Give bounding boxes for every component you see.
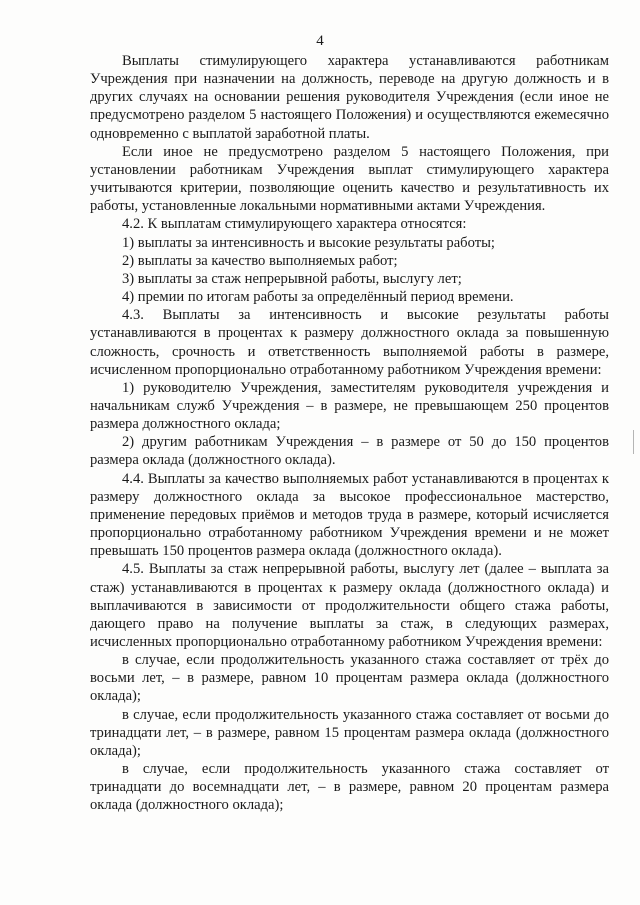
paragraph-4-3: 4.3. Выплаты за интенсивность и высокие результаты работы устанавливаются в процентах к размеру должностного оклада за повышенную сложность, срочность и ответственность выполняемой работы в размере, исчисленном пропорционально отработанному работником Учреждения времени: <box>90 307 609 378</box>
list-item-4-3-1: 1) руководителю Учреждения, заместителям руководителя учреждения и начальникам служб Учреждения – в размере, не превышающем 250 процентов размера должностного оклада; <box>90 379 609 433</box>
paragraph-4-2-heading: 4.2. К выплатам стимулирующего характера относятся: <box>122 216 467 233</box>
paragraph-stimulating-payments-intro: Выплаты стимулирующего характера устанавливаются работникам Учреждения при назначении на должность, переводе на другую должность и в других случаях на основании решения руководителя Учреждения (если иное не предусмотрено разделом 5 настоящего Положения) и осуществляются ежемесячно одновременно с выплатой заработной платы. <box>90 53 609 142</box>
paragraph-4-4: 4.4. Выплаты за качество выполняемых работ устанавливаются в процентах к размеру должностного оклада за высокое профессиональное мастерство, применение передовых приёмов и методов труда в размере, который исчисляется пропорционально отработанному работником Учреждения времени и не может превышать 150 процентов размера оклада (должностного оклада). <box>90 470 609 560</box>
scan-edge-mark <box>633 430 634 454</box>
seniority-tier-3-8-years: в случае, если продолжительность указанного стажа составляет от трёх до восьми лет, – в размере, равном 10 процентам размера оклада (должностного оклада); <box>90 652 609 705</box>
document-body <box>90 52 609 815</box>
list-item-4-2-3: 3) выплаты за стаж непрерывной работы, выслугу лет; <box>122 270 462 287</box>
list-item-4-3-2: 2) другим работникам Учреждения – в размере от 50 до 150 процентов размера оклада (должностного оклада). <box>90 434 609 469</box>
page-number: 4 <box>316 33 324 49</box>
list-item-4-2-2: 2) выплаты за качество выполняемых работ; <box>122 252 398 269</box>
seniority-tier-8-13-years: в случае, если продолжительность указанного стажа составляет от восьми до тринадцати лет, – в размере, равном 15 процентам размера оклада (должностного оклада); <box>90 706 609 759</box>
list-item-4-2-4: 4) премии по итогам работы за определённый период времени. <box>122 289 514 306</box>
paragraph-criteria: Если иное не предусмотрено разделом 5 настоящего Положения, при установлении работникам Учреждения выплат стимулирующего характера учитываются критерии, позволяющие оценить качество и результативность их работы, установленные локальными нормативными актами Учреждения. <box>90 143 609 215</box>
paragraph-4-5: 4.5. Выплаты за стаж непрерывной работы, выслугу лет (далее – выплата за стаж) устанавливаются в процентах к размеру оклада (должностного оклада) и выплачиваются в зависимости от продолжительности общего стажа работы, дающего право на получение выплаты за стаж, в следующих размерах, исчисленных пропорционально отработанному работником Учреждения времени: <box>90 561 609 650</box>
list-item-4-2-1: 1) выплаты за интенсивность и высокие результаты работы; <box>122 234 495 251</box>
seniority-tier-13-18-years: в случае, если продолжительность указанного стажа составляет от тринадцати до восемнадцати лет, – в размере, равном 20 процентам размера оклада (должностного оклада); <box>90 761 609 814</box>
